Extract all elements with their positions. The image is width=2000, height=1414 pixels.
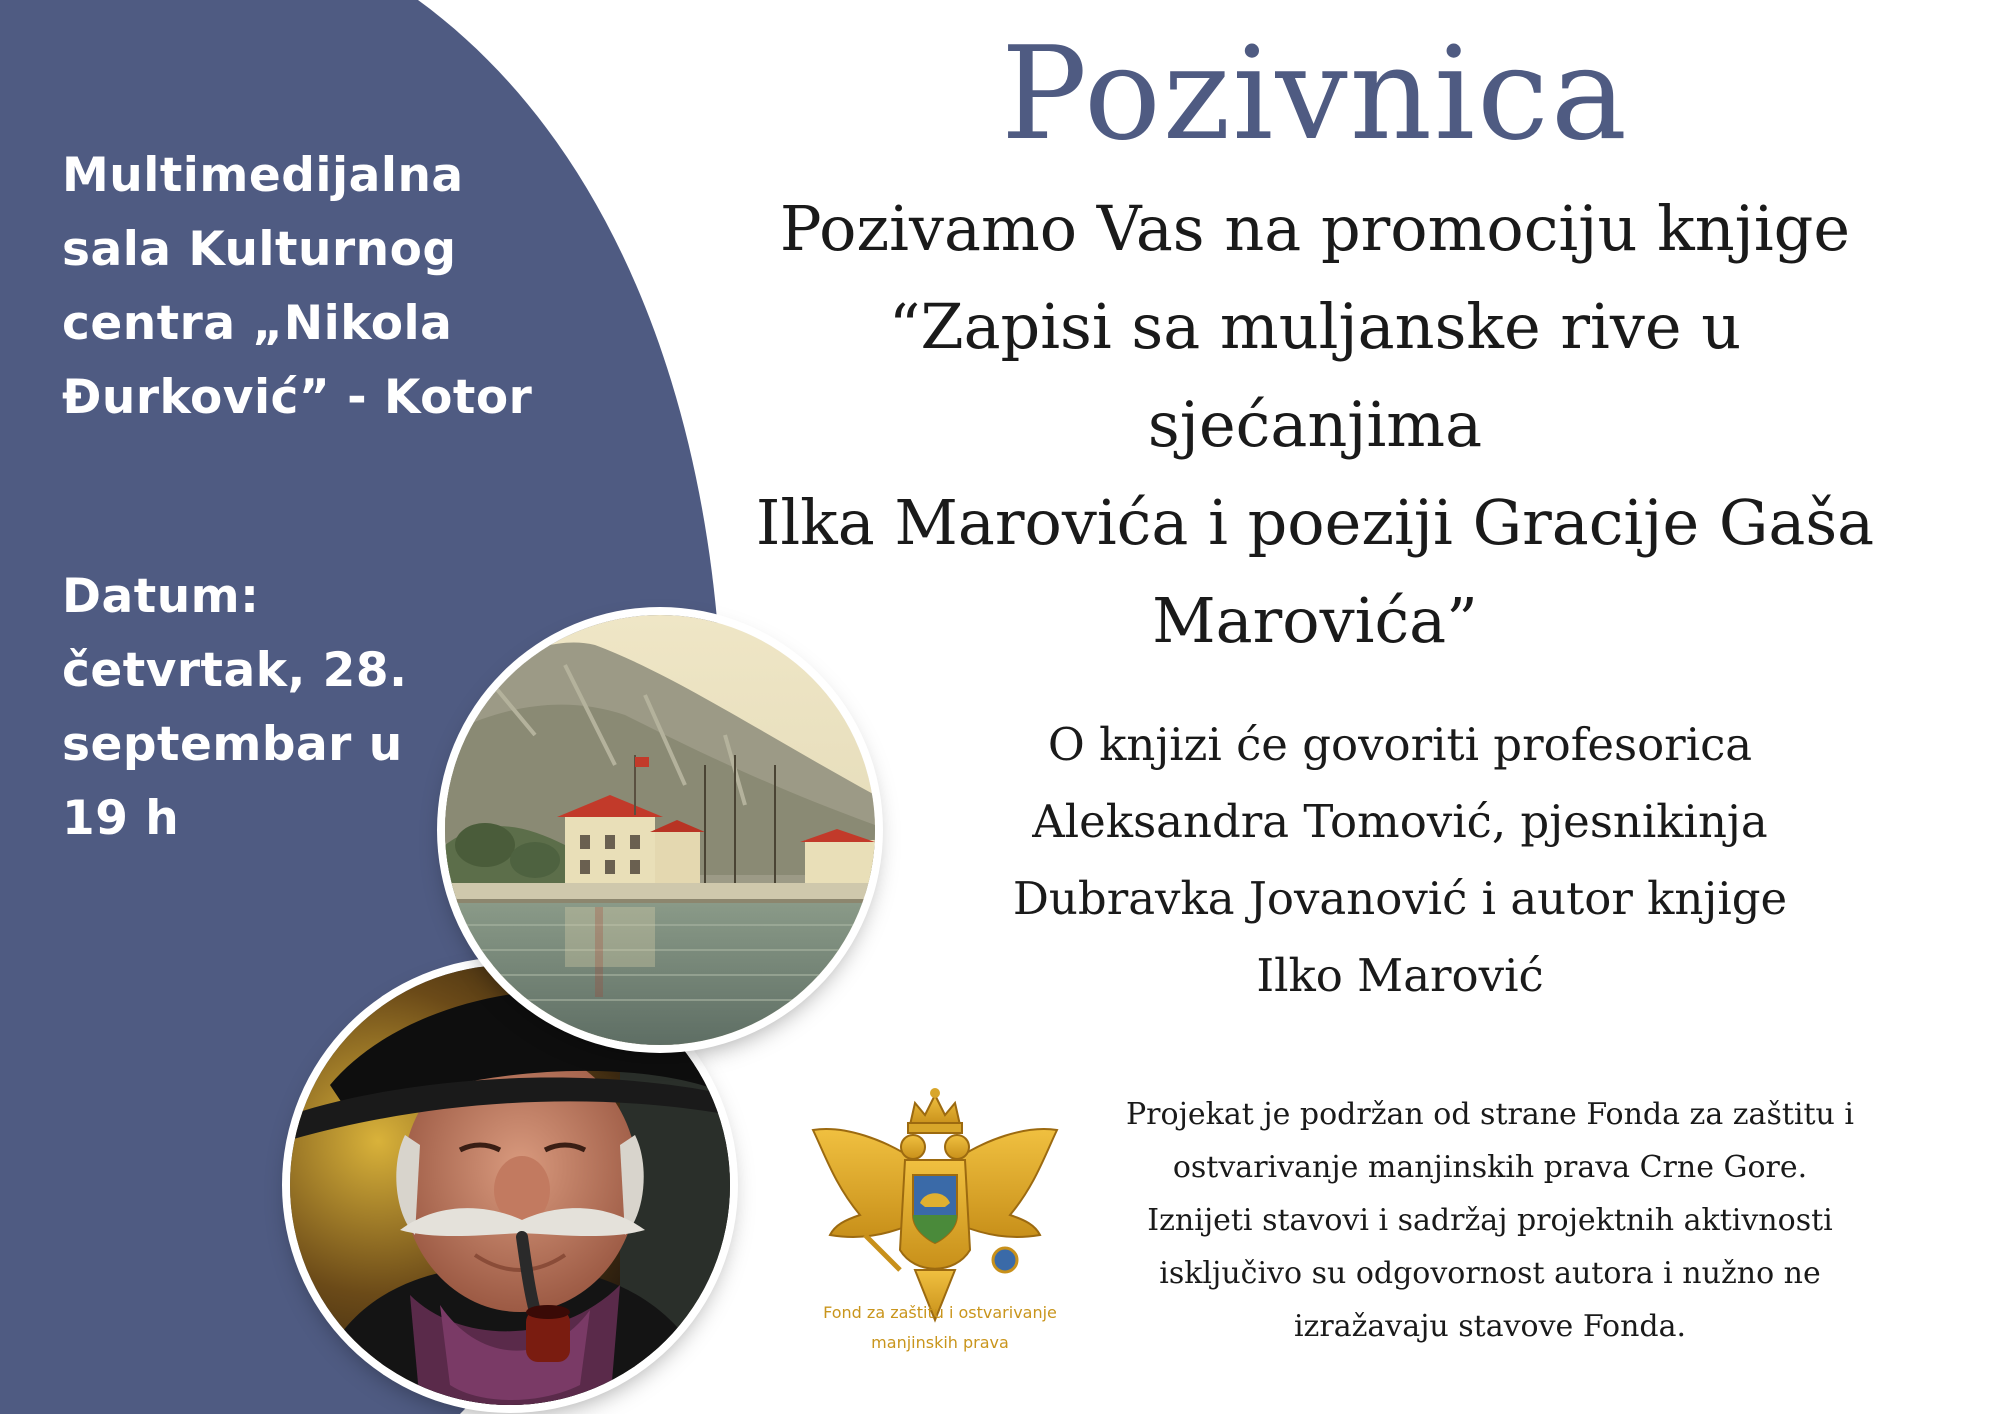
bay-image	[445, 615, 875, 1045]
disclaimer-line: Iznijeti stavovi i sadržaj projektnih aktivnosti	[1147, 1203, 1833, 1238]
date-line: septembar u	[62, 717, 403, 772]
fund-label-line: manjinskih prava	[871, 1333, 1009, 1352]
venue-block	[62, 139, 532, 435]
invitation-line: Pozivamo Vas na promociju knjige	[779, 192, 1851, 265]
fund-label-line: Fond za zaštitu i ostvarivanje	[823, 1303, 1057, 1322]
venue-line: Đurković” - Kotor	[62, 370, 533, 425]
disclaimer-line: isključivo su odgovornost autora i nužno ne	[1159, 1256, 1821, 1291]
speakers-text	[900, 706, 1900, 1014]
disclaimer-line: ostvarivanje manjinskih prava Crne Gore.	[1172, 1150, 1808, 1185]
invitation-text	[700, 180, 1930, 670]
date-time-block	[62, 560, 407, 856]
speakers-line: O knjizi će govoriti profesorica	[1047, 718, 1753, 771]
speakers-line: Aleksandra Tomović, pjesnikinja	[1032, 795, 1768, 848]
speakers-line: Dubravka Jovanović i autor knjige	[1012, 872, 1788, 925]
disclaimer-line: izražavaju stavove Fonda.	[1293, 1309, 1687, 1344]
venue-line: sala Kulturnog	[62, 222, 457, 277]
date-line: četvrtak, 28.	[62, 643, 408, 698]
venue-line: centra „Nikola	[62, 296, 453, 351]
date-line: 19 h	[62, 791, 180, 846]
disclaimer-line: Projekat je podržan od strane Fonda za zaštitu i	[1126, 1097, 1854, 1132]
fund-label	[790, 1298, 1090, 1358]
speakers-line: Ilko Marović	[1256, 949, 1544, 1002]
date-line: Datum:	[62, 569, 260, 624]
invitation-line: “Zapisi sa muljanske rive u	[888, 290, 1742, 363]
disclaimer-text	[1070, 1088, 1910, 1353]
page-title: Pozivnica	[1000, 20, 1630, 169]
invitation-line: Marovića”	[1152, 584, 1478, 657]
invitation-line: Ilka Marovića i poeziji Gracije Gaša	[755, 486, 1875, 559]
venue-line: Multimedijalna	[62, 148, 464, 203]
bay-photo	[445, 615, 875, 1045]
invitation-line: sjećanjima	[1147, 388, 1483, 461]
